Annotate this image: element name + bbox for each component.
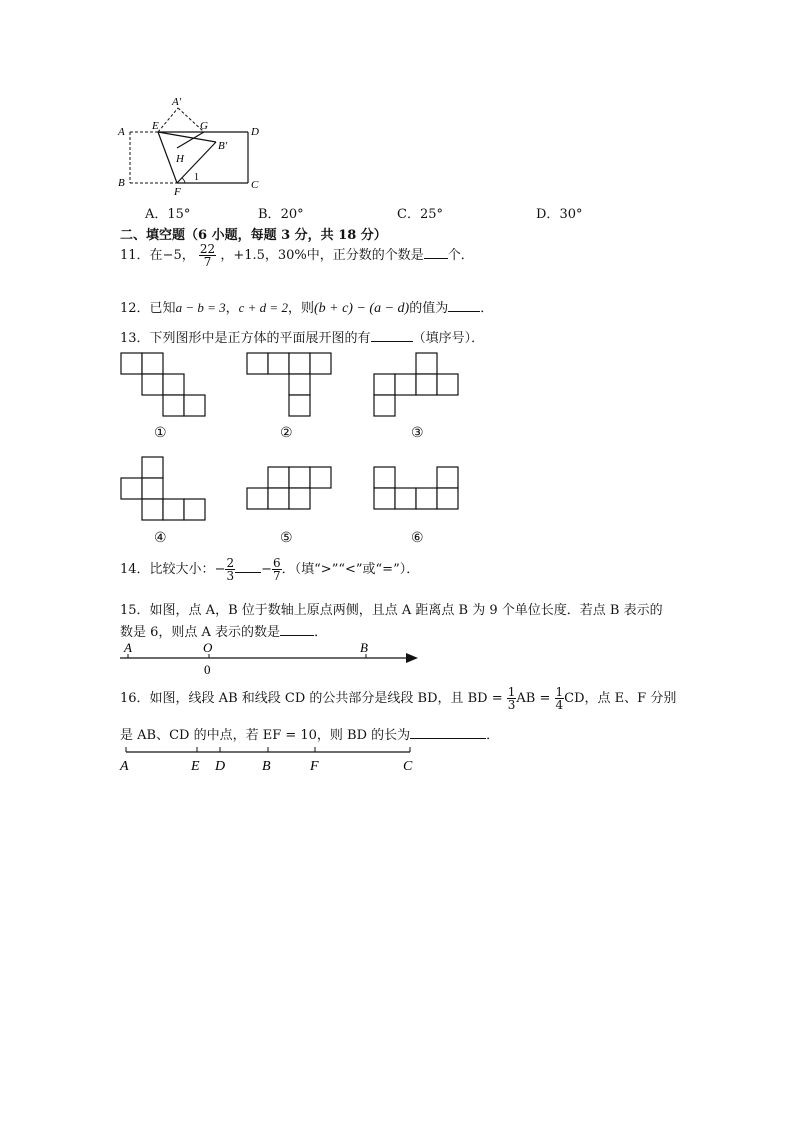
fraction-numerator: 22	[199, 242, 216, 256]
net-label-6: ⑥	[411, 530, 424, 546]
option-letter: A．	[145, 207, 168, 222]
question-16-line1	[120, 686, 676, 711]
q15-end: ．	[314, 625, 328, 640]
axis-label-zero: 0	[204, 662, 211, 676]
cube-net-1	[120, 352, 210, 418]
q12-expr2: c + d = 2	[238, 300, 288, 315]
question-number: 12．	[120, 301, 150, 316]
cube-net-5	[246, 466, 336, 512]
q12-mid: ，则	[287, 301, 314, 316]
label-one: 1	[194, 172, 199, 183]
q16-fraction2	[555, 686, 565, 711]
q14-pre: 比较大小：	[149, 562, 215, 577]
q11-fraction	[199, 243, 216, 268]
q16-end: ．	[486, 728, 500, 743]
q12-post: 的值为	[409, 301, 449, 316]
option-letter: C．	[397, 207, 420, 222]
answer-blank[interactable]	[424, 246, 448, 259]
label-c: C	[251, 179, 259, 191]
net-label-2: ②	[280, 425, 293, 441]
q11-end: 个．	[447, 248, 474, 263]
net-label-3: ③	[411, 425, 424, 441]
q14-fraction1	[225, 557, 235, 582]
option-value: 25°	[419, 207, 443, 222]
cube-net-6	[373, 466, 463, 512]
fraction-numerator: 1	[555, 685, 564, 699]
fraction-denominator: 7	[273, 569, 281, 583]
option-value: 15°	[167, 207, 191, 222]
label-d: D	[251, 126, 259, 138]
label-f: F	[174, 186, 181, 198]
seg-label-c: C	[403, 759, 413, 774]
option-value: 30°	[559, 207, 583, 222]
seg-label-f: F	[310, 759, 319, 774]
q16-fraction1	[507, 686, 517, 711]
axis-label-a: A	[124, 640, 132, 655]
fraction-numerator: 6	[273, 556, 281, 570]
cube-net-4	[120, 456, 210, 522]
seg-label-d: D	[215, 759, 226, 774]
q12-end: ．	[480, 301, 494, 316]
answer-blank[interactable]	[235, 560, 261, 573]
segment-figure	[118, 744, 418, 776]
question-11	[120, 243, 474, 268]
question-13	[120, 327, 484, 346]
fold-rectangle-figure	[112, 92, 272, 198]
cube-net-3	[373, 352, 463, 418]
answer-blank[interactable]	[448, 299, 480, 312]
question-14	[120, 557, 419, 582]
seg-label-b: B	[262, 759, 271, 774]
q15-line2: 数是 6，则点 A 表示的数是	[120, 625, 281, 640]
q13-text: 下列图形中是正方体的平面展开图的有	[149, 331, 371, 346]
q10-option-c	[397, 203, 443, 222]
q16-line2: 是 AB、CD 的中点，若 EF = 10，则 BD 的长为	[120, 728, 411, 743]
cube-net-2	[246, 352, 336, 418]
label-b: B	[118, 177, 125, 189]
q10-option-d	[536, 203, 582, 222]
net-label-4: ④	[154, 530, 167, 546]
q14-post: ．（填“>”“<”或“=”）．	[281, 562, 420, 577]
label-b-prime: B′	[218, 140, 228, 152]
q16-mid: AB =	[516, 691, 551, 706]
fraction-denominator: 3	[226, 569, 235, 583]
question-number: 13．	[120, 331, 150, 346]
answer-blank[interactable]	[410, 726, 486, 739]
net-label-5: ⑤	[280, 530, 293, 546]
q15-line1: 如图，点 A，B 位于数轴上原点两侧，且点 A 距离点 B 为 9 个单位长度．若点 B 表示的	[149, 603, 663, 618]
label-h: H	[176, 153, 184, 165]
q12-sep: ，	[225, 301, 239, 316]
q12-pre: 已知	[149, 301, 176, 316]
fraction-denominator: 3	[507, 698, 516, 712]
option-letter: D．	[536, 207, 560, 222]
question-15-line1	[120, 599, 663, 618]
q10-option-a	[145, 203, 190, 222]
answer-blank[interactable]	[280, 623, 314, 636]
question-number: 11．	[120, 248, 150, 263]
fraction-denominator: 7	[203, 255, 212, 269]
label-a: A	[118, 126, 125, 138]
q14-neg2: −	[261, 562, 273, 577]
axis-label-b: B	[360, 640, 368, 655]
question-number: 15．	[120, 603, 150, 618]
q11-rest: ，+1.5，30%中，正分数的个数是	[220, 248, 424, 263]
section-title: 二、填空题（6 小题，每题 3 分，共 18 分）	[120, 228, 387, 243]
seg-label-e: E	[191, 759, 200, 774]
q16-line1-pre: 如图，线段 AB 和线段 CD 的公共部分是线段 BD，且 BD =	[149, 691, 503, 706]
net-label-1: ①	[154, 425, 167, 441]
label-g: G	[200, 120, 208, 132]
axis-label-o: O	[203, 640, 213, 655]
question-16-line2	[120, 724, 499, 743]
question-number: 16．	[120, 691, 150, 706]
seg-label-a: A	[120, 759, 129, 774]
q10-option-b	[258, 203, 304, 222]
q13-end: （填序号）．	[412, 331, 485, 346]
option-value: 20°	[280, 207, 304, 222]
q14-neg1: −	[214, 562, 226, 577]
question-12	[120, 297, 493, 317]
fraction-denominator: 4	[555, 698, 564, 712]
option-letter: B．	[258, 207, 281, 222]
q14-fraction2	[272, 557, 282, 582]
q11-pre: 在	[149, 248, 163, 263]
label-a-prime: A′	[172, 96, 182, 108]
q11-sep: ，	[181, 248, 195, 263]
question-number: 14．	[120, 562, 150, 577]
fraction-numerator: 1	[507, 685, 516, 699]
q12-expr3: (b + c) − (a − d)	[313, 301, 410, 316]
fraction-numerator: 2	[226, 556, 235, 570]
number-line	[118, 638, 424, 676]
label-e: E	[152, 120, 159, 132]
q11-value1: −5	[162, 248, 182, 263]
answer-blank[interactable]	[371, 329, 413, 342]
q12-expr1: a − b = 3	[175, 300, 226, 315]
q16-line1-post: CD，点 E、F 分别	[564, 691, 677, 706]
